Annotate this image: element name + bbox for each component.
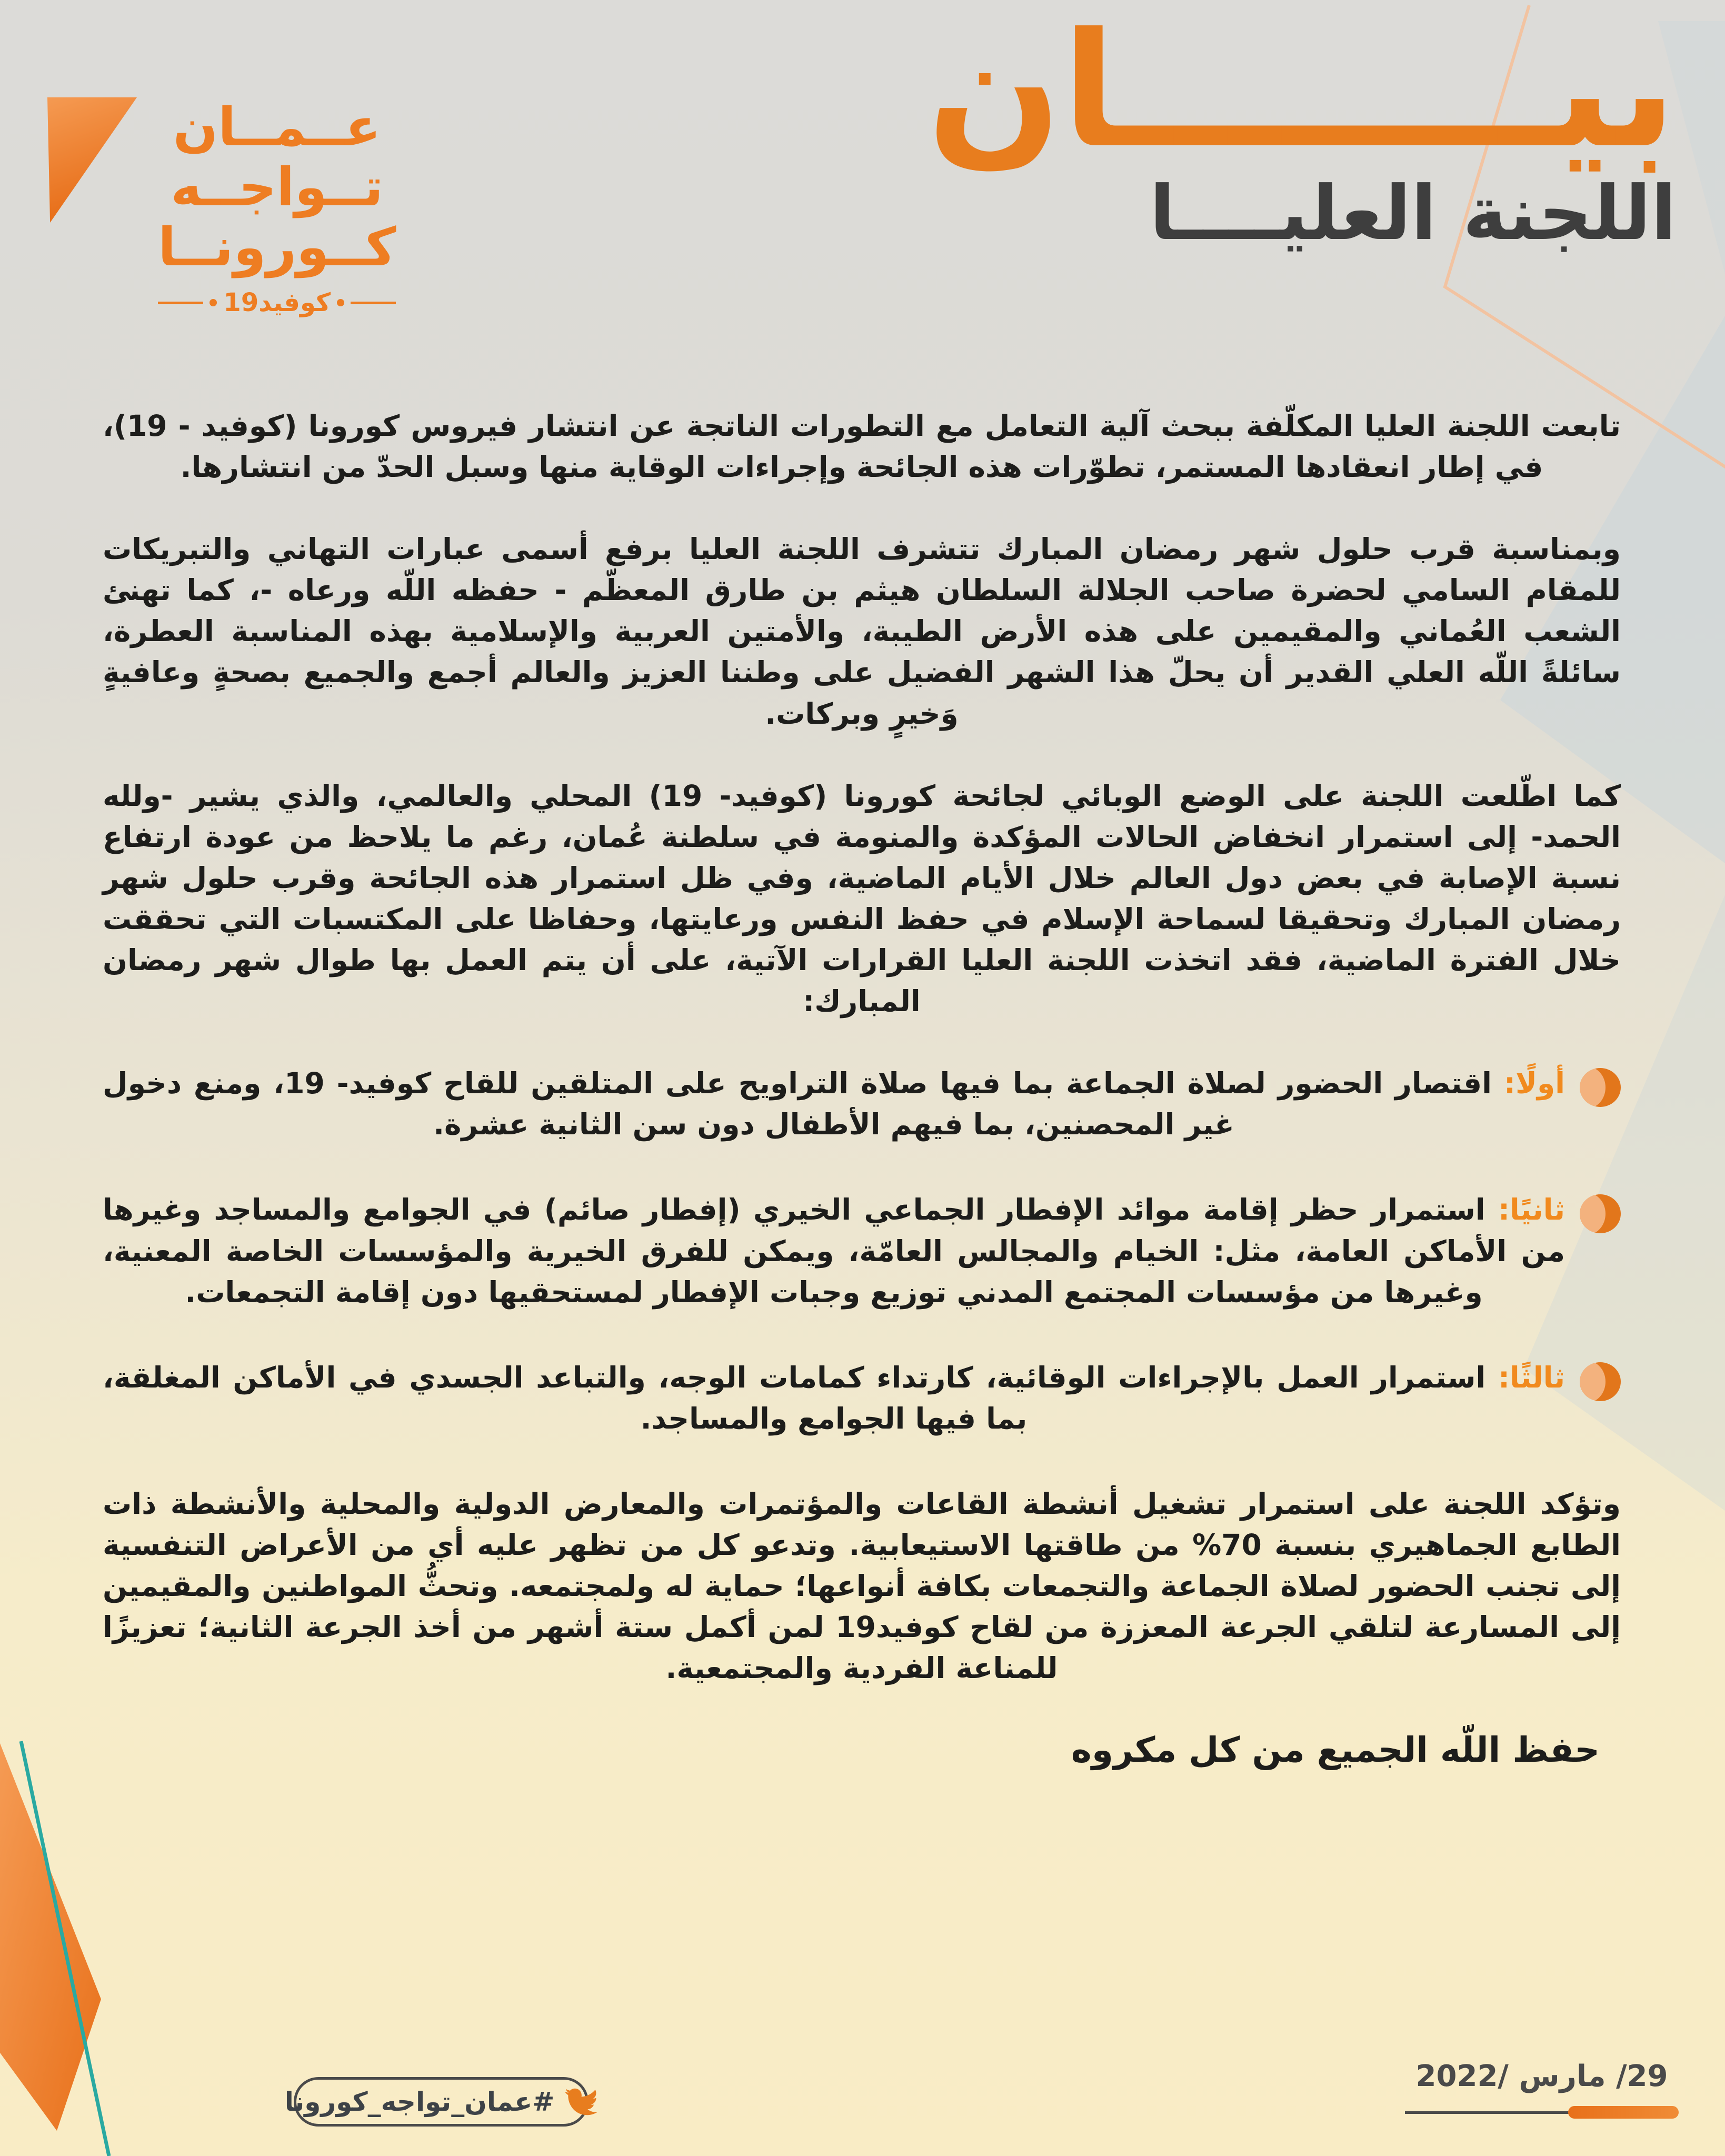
decision-body-third: استمرار العمل بالإجراءات الوقائية، كارتداء كمامات الوجه، والتباعد الجسدي في الأماكن المغلقة، بما فيها الجوامع والمساجد. bbox=[103, 1360, 1486, 1435]
logo-text bbox=[158, 97, 396, 317]
tagline-dot-icon bbox=[210, 299, 217, 306]
hashtag-pill[interactable] bbox=[284, 2077, 589, 2127]
logo-word-oman: عــمــان bbox=[173, 96, 381, 158]
date-underline bbox=[1405, 2106, 1679, 2119]
tagline-line-icon bbox=[158, 302, 203, 304]
orange-sphere-bullet-icon bbox=[1580, 1194, 1621, 1233]
header bbox=[0, 0, 1725, 395]
oman-fights-corona-logo bbox=[47, 97, 396, 317]
twitter-bird-icon bbox=[565, 2085, 597, 2118]
paragraph-epidemic-situation: كما اطّلعت اللجنة على الوضع الوبائي لجائحة كورونا (كوفيد- 19) المحلي والعالمي، والذي يشير -ولله الحمد- إلى استمرار انخفاض الحالات المؤكدة والمنومة في سلطنة عُمان، رغم ما يلاحظ من عودة ارتفاع نسبة الإصابة في بعض دول العالم خلال الأيام الماضية، وفي ظل استمرار هذه الجائحة وقرب حلول شهر رمضان المبارك وتحقيقا لسماحة الإسلام في حفظ النفس ورعايتها، وحفاظا على المكتسبات التي تحققت خلال الفترة الماضية، فقد اتخذت اللجنة العليا القرارات الآتية، على أن يتم العمل بها طوال شهر رمضان المبارك: bbox=[103, 778, 1621, 1019]
decision-text bbox=[103, 1063, 1565, 1145]
paragraph-venues-capacity: وتؤكد اللجنة على استمرار تشغيل أنشطة القاعات والمؤتمرات والمعارض الدولية والمحلية والأنشطة ذات الطابع الجماهيري بنسبة 70% من طاقتها الاستيعابية. وتدعو كل من تظهر عليه أي من الأعراض التنفسية إلى تجنب الحضور لصلاة الجماعة والتجمعات بكافة أنواعها؛ حماية له ولمجتمعه. وتحثُّ المواطنين والمقيمين إلى المسارعة لتلقي الجرعة المعززة من لقاح كوفيد19 لمن أكمل ستة أشهر من أخذ الجرعة الثانية؛ تعزيزًا للمناعة الفردية والمجتمعية. bbox=[103, 1486, 1621, 1685]
decision-item-third bbox=[103, 1357, 1621, 1439]
statement-date: 29/ مارس /2022 bbox=[1415, 2059, 1668, 2093]
tagline-dot-icon bbox=[337, 299, 344, 306]
logo-covid19-tagline bbox=[158, 288, 396, 317]
page-title-statement: بيــــــــان bbox=[926, 0, 1677, 183]
logo-word-faces: تــواجــه bbox=[171, 156, 384, 218]
decision-body-first: اقتصار الحضور لصلاة الجماعة بما فيها صلاة التراويح على المتلقين للقاح كوفيد- 19، ومنع دخول غير المحصنين، بما فيهم الأطفال دون سن الثانية عشرة. bbox=[103, 1066, 1492, 1142]
decision-text bbox=[103, 1189, 1565, 1312]
date-rule-line bbox=[1405, 2111, 1569, 2114]
orange-sphere-bullet-icon bbox=[1580, 1362, 1621, 1401]
logo-triangle-icon bbox=[47, 97, 137, 223]
orange-sphere-bullet-icon bbox=[1580, 1068, 1621, 1107]
decision-item-first bbox=[103, 1063, 1621, 1145]
paragraph-ramadan-greetings: وبمناسبة قرب حلول شهر رمضان المبارك تتشرف اللجنة العليا برفع أسمى عبارات التهاني والتبريكات للمقام السامي لحضرة صاحب الجلالة السلطان هيثم بن طارق المعظّم - حفظه اللّه ورعاه -، كما تهنئ الشعب العُماني والمقيمين على هذه الأرض الطيبة، والأمتين العربية والإسلامية بهذه المناسبة العطرة، سائلةً اللّه العلي القدير أن يحلّ هذا الشهر الفضيل على وطننا العزيز والعالم أجمع والجميع بصحةٍ وعافيةٍ وَخيرٍ وبركات. bbox=[103, 532, 1621, 731]
decision-label-second: ثانيًا: bbox=[1498, 1193, 1565, 1227]
title-block bbox=[926, 0, 1677, 257]
tagline-line-icon bbox=[351, 302, 396, 304]
decision-item-second bbox=[103, 1189, 1621, 1312]
decision-text bbox=[103, 1357, 1565, 1439]
hashtag-label: #عمان_تواجه_كورونا bbox=[284, 2087, 555, 2117]
orange-corner-shape bbox=[0, 1743, 101, 2131]
footer-date-block bbox=[1405, 2059, 1679, 2119]
logo-covid19-label: كوفيد19 bbox=[223, 288, 331, 317]
date-rule-orange-bar bbox=[1568, 2106, 1679, 2119]
statement-body bbox=[0, 395, 1725, 1770]
paragraph-intro: تابعت اللجنة العليا المكلّفة ببحث آلية التعامل مع التطورات الناتجة عن انتشار فيروس كورونا (كوفيد - 19)، في إطار انعقادها المستمر، تطوّرات هذه الجائحة وإجراءات الوقاية منها وسبل الحدّ من انتشارها. bbox=[103, 409, 1621, 484]
logo-word-corona: كــورونــا bbox=[158, 216, 396, 278]
decision-body-second: استمرار حظر إقامة موائد الإفطار الجماعي الخيري (إفطار صائم) في الجوامع والمساجد وغيرها من الأماكن العامة، مثل: الخيام والمجالس العامّة، ويمكن للفرق الخيرية والمؤسسات الخاصة المعنية، وغيرها من مؤسسات المجتمع المدني توزيع وجبات الإفطار لمستحقيها دون إقامة التجمعات. bbox=[103, 1193, 1565, 1309]
decision-label-first: أولًا: bbox=[1504, 1066, 1565, 1101]
page-subtitle-supreme-committee: اللجنة العليــــا bbox=[1149, 170, 1677, 257]
closing-prayer-line: حفظ اللّه الجميع من كل مكروه bbox=[1071, 1730, 1600, 1771]
decision-label-third: ثالثًا: bbox=[1498, 1360, 1565, 1394]
